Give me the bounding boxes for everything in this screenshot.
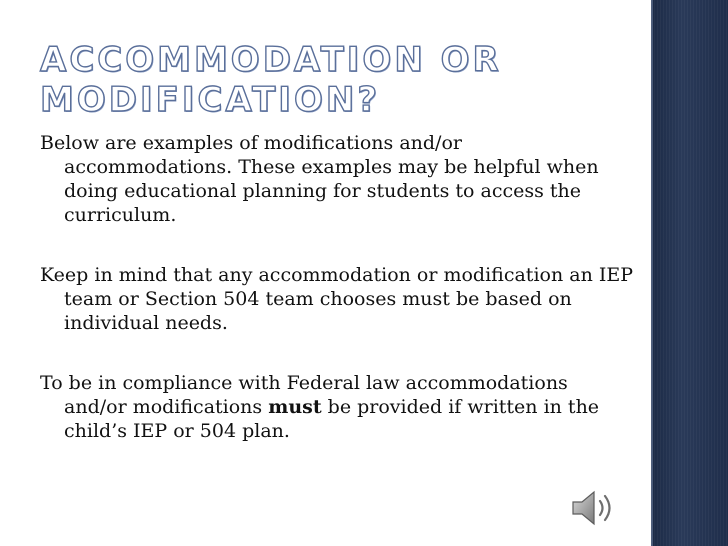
slide-body [40, 131, 635, 443]
compliance-emphasis: must [268, 396, 322, 418]
paragraph-examples: Below are examples of modifications and/or accommodations. These examples may be helpful when doing educational planning for students to access the curriculum. [40, 132, 599, 226]
slide-title [40, 40, 640, 120]
compliance-text-start: To be in compliance with Federal law accommodations and/or modifications [40, 372, 568, 418]
compliance-text-end: be provided if written in the child’s IEP or 504 plan. [64, 396, 600, 442]
side-band [651, 0, 728, 546]
paragraph-compliance [40, 371, 635, 443]
title-line-1: ACCOMMODATION OR [40, 40, 502, 80]
speaker-icon-graphic [569, 488, 621, 528]
title-line-2: MODIFICATION? [40, 80, 381, 120]
paragraph-individual-needs: Keep in mind that any accommodation or modification an IEP team or Section 504 team chooses must be based on individual needs. [40, 264, 633, 334]
speaker-icon[interactable] [569, 488, 621, 528]
